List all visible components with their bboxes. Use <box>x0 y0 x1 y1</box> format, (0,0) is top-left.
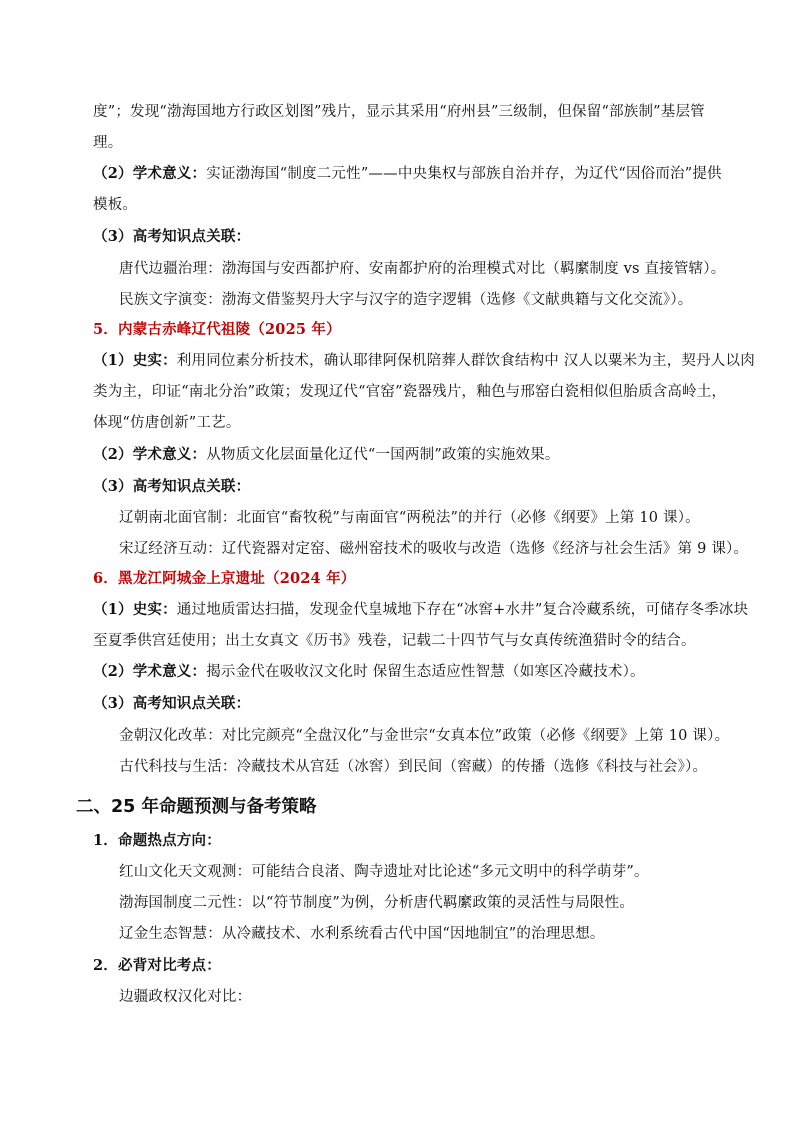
section-heading: 6．黑龙江阿城金上京遗址（2024 年） <box>93 570 356 587</box>
knowledge-points-label: （3）高考知识点关联： <box>93 228 251 245</box>
hot-topic-item: 红山文化天文观测：可能结合良渚、陶寺遗址对比论述“多元文明中的科学萌芽”。 <box>119 864 649 880</box>
knowledge-point-item: 古代科技与生活：冷藏技术从宫廷（冰窖）到民间（窖藏）的传播（选修《科技与社会》）。 <box>119 759 708 775</box>
academic-significance-line <box>93 662 733 682</box>
paragraph-line: 类为主，印证“南北分治”政策；发现辽代“官窑”瓷器残片，釉色与邢窑白瓷相似但胎质含高岭土， <box>93 384 727 400</box>
knowledge-point-item: 金朝汉化改革：对比完颜亮“全盘汉化”与金世宗“女真本位”政策（必修《纲要》上第 10 课）。 <box>119 728 730 744</box>
academic-significance-line <box>93 164 733 184</box>
comparison-item: 边疆政权汉化对比： <box>119 989 252 1005</box>
section-heading: 5．内蒙古赤峰辽代祖陵（2025 年） <box>93 321 341 338</box>
hot-topic-item: 渤海国制度二元性：以“符节制度”为例，分析唐代羁縻政策的灵活性与局限性。 <box>119 895 635 911</box>
item-text: 揭示金代在吸收汉文化时 保留生态适应性智慧（如寒区冷藏技术）。 <box>206 664 645 680</box>
knowledge-point-item: 辽朝南北面官制：北面官“畜牧税”与南面官“两税法”的并行（必修《纲要》上第 10 课）。 <box>119 510 700 526</box>
item-text: 通过地质雷达扫描，发现金代皇城地下存在“冰窖+水井”复合冷藏系统，可储存冬季冰块 <box>176 602 749 618</box>
item-label: （2）学术意义： <box>93 165 207 182</box>
historical-fact-line <box>93 351 755 371</box>
knowledge-points-label: （3）高考知识点关联： <box>93 695 251 712</box>
item-label: （2）学术意义： <box>93 446 207 463</box>
item-label: （2）学术意义： <box>93 663 207 680</box>
paragraph-line: 模板。 <box>93 197 138 213</box>
knowledge-points-label: （3）高考知识点关联： <box>93 478 251 495</box>
academic-significance-line <box>93 445 733 465</box>
chapter-heading: 二、25 年命题预测与备考策略 <box>76 797 317 817</box>
item-text: 从物质文化层面量化辽代“一国两制”政策的实施效果。 <box>206 447 560 463</box>
paragraph-line: 度”；发现“渤海国地方行政区划图”残片，显示其采用“府州县”三级制，但保留“部族制”基层管 <box>93 104 705 120</box>
item-text: 实证渤海国“制度二元性”——中央集权与部族自治并存，为辽代“因俗而治”提供 <box>206 166 722 182</box>
paragraph-line: 至夏季供宫廷使用；出土女真文《历书》残卷，记载二十四节气与女真传统渔猎时令的结合。 <box>93 633 696 649</box>
knowledge-point-item: 民族文字演变：渤海文借鉴契丹大字与汉字的造字逻辑（选修《文献典籍与文化交流》）。 <box>119 292 693 308</box>
item-label: （1）史实： <box>93 601 177 618</box>
item-label: （1）史实： <box>93 352 177 369</box>
paragraph-line: 体现“仿唐创新”工艺。 <box>93 415 241 431</box>
historical-fact-line <box>93 600 749 620</box>
knowledge-point-item: 宋辽经济互动：辽代瓷器对定窑、磁州窑技术的吸收与改造（选修《经济与社会生活》第 9 课）。 <box>119 541 749 557</box>
hot-topic-item: 辽金生态智慧：从冷藏技术、水利系统看古代中国“因地制宜”的治理思想。 <box>119 926 605 942</box>
knowledge-point-item: 唐代边疆治理：渤海国与安西都护府、安南都护府的治理模式对比（羁縻制度 vs 直接管辖）。 <box>119 261 726 277</box>
subsection-heading: 2．必背对比考点： <box>93 957 221 974</box>
item-text: 利用同位素分析技术，确认耶律阿保机陪葬人群饮食结构中 汉人以粟米为主，契丹人以肉 <box>176 353 755 369</box>
subsection-heading: 1．命题热点方向： <box>93 832 221 849</box>
paragraph-line: 理。 <box>93 135 123 151</box>
